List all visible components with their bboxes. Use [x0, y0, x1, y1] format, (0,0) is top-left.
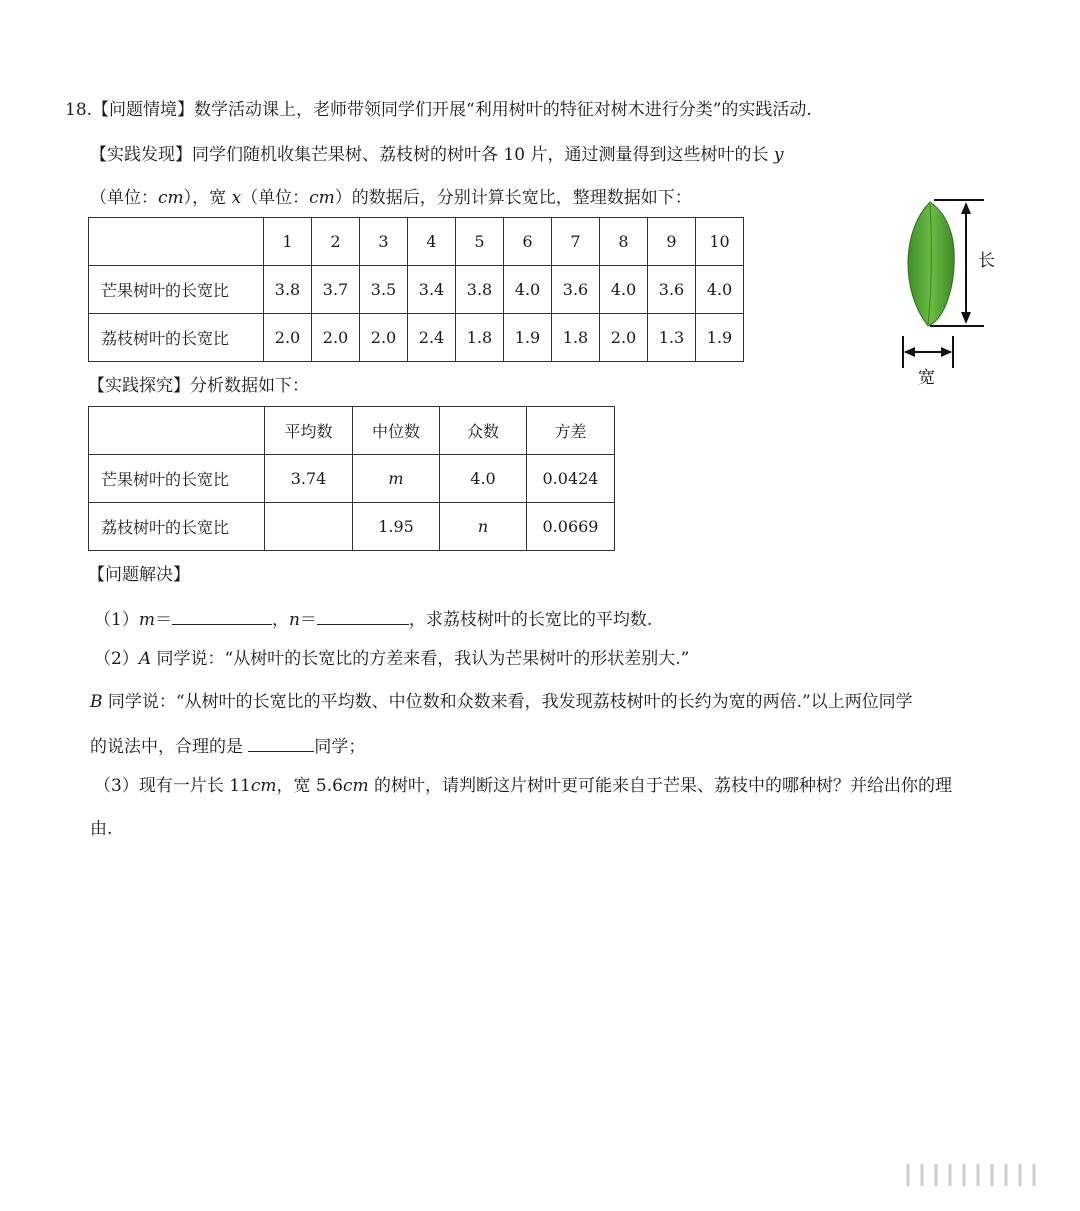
table-header-cell: 平均数 — [265, 407, 353, 455]
table-cell: 3.6 — [552, 266, 600, 314]
question-3 — [94, 774, 952, 798]
scan-artifact — [900, 1160, 1060, 1190]
table-header-cell: 中位数 — [353, 407, 440, 455]
q2-text-4: 同学； — [314, 737, 366, 757]
table-header-cell: 4 — [408, 218, 456, 266]
q3-text-d: 由. — [90, 819, 113, 839]
table-header-row — [89, 218, 744, 266]
table-cell: 0.0669 — [527, 503, 615, 551]
q1-text: ，求荔枝树叶的长宽比的平均数. — [408, 610, 653, 630]
table-header-cell: 5 — [456, 218, 504, 266]
table-cell: 0.0424 — [527, 455, 615, 503]
var-b: B — [90, 692, 103, 712]
stats-table — [88, 406, 615, 551]
table-cell: 1.8 — [456, 314, 504, 362]
table-header-cell — [89, 407, 265, 455]
answer-blank-student[interactable] — [248, 733, 314, 752]
table-cell: 3.6 — [648, 266, 696, 314]
table-cell: m — [353, 455, 440, 503]
q1-prefix: （1） — [94, 610, 139, 630]
table-cell: 3.7 — [312, 266, 360, 314]
solve-heading — [88, 563, 190, 587]
equals-sign: ＝ — [299, 610, 317, 630]
units-line — [90, 186, 692, 210]
table-header-cell: 8 — [600, 218, 648, 266]
table-cell: 3.74 — [265, 455, 353, 503]
table-cell: 1.9 — [504, 314, 552, 362]
answer-blank-n[interactable] — [317, 606, 409, 625]
table-cell: 3.8 — [264, 266, 312, 314]
table-header-cell: 2 — [312, 218, 360, 266]
table-cell: 1.3 — [648, 314, 696, 362]
question-1 — [94, 606, 652, 632]
table-cell: 2.4 — [408, 314, 456, 362]
unit-cm: cm — [309, 188, 335, 208]
question-3-line-2 — [90, 817, 112, 841]
table-cell: 3.5 — [360, 266, 408, 314]
width-label: 宽 — [918, 368, 935, 388]
length-label: 长 — [978, 251, 995, 271]
problem-intro-text: 18.【问题情境】数学活动课上，老师带领同学们开展“利用树叶的特征对树木进行分类”的实践活动. — [65, 100, 812, 120]
table-cell: 1.95 — [353, 503, 440, 551]
leaf-figure — [890, 190, 1010, 390]
units-text-a: （单位： — [90, 188, 158, 208]
table-cell: n — [440, 503, 527, 551]
table-header-cell: 方差 — [527, 407, 615, 455]
q2-text-3: 的说法中，合理的是 — [90, 737, 249, 757]
table-cell: 3.4 — [408, 266, 456, 314]
table-cell: 4.0 — [696, 266, 744, 314]
table-header-cell: 10 — [696, 218, 744, 266]
answer-blank-m[interactable] — [172, 606, 272, 625]
question-2-line-3 — [90, 733, 365, 759]
units-text-d: ）的数据后，分别计算长宽比，整理数据如下： — [334, 188, 692, 208]
table-cell: 4.0 — [600, 266, 648, 314]
table-cell — [265, 503, 353, 551]
question-2-line-2 — [90, 690, 913, 714]
table-cell: 3.8 — [456, 266, 504, 314]
table-row — [89, 455, 615, 503]
table-cell: 1.9 — [696, 314, 744, 362]
var-a: A — [138, 649, 152, 669]
table-cell: 4.0 — [504, 266, 552, 314]
table-header-cell: 7 — [552, 218, 600, 266]
table-header-cell: 9 — [648, 218, 696, 266]
q3-text-a: （3）现有一片长 11 — [94, 776, 251, 796]
table-header-cell: 6 — [504, 218, 552, 266]
table-cell: 2.0 — [360, 314, 408, 362]
solve-heading-text: 【问题解决】 — [88, 565, 190, 585]
table-cell: 2.0 — [600, 314, 648, 362]
ratio-data-table — [88, 217, 744, 362]
explore-heading-text: 【实践探究】分析数据如下： — [88, 376, 309, 396]
var-m: m — [138, 610, 155, 630]
table-header-cell: 众数 — [440, 407, 527, 455]
table-cell: 2.0 — [264, 314, 312, 362]
table-header-row — [89, 407, 615, 455]
table-cell: 2.0 — [312, 314, 360, 362]
units-text-c: （单位： — [241, 188, 310, 208]
q2-prefix: （2） — [94, 649, 139, 669]
var-n: n — [288, 610, 300, 630]
row-label: 芒果树叶的长宽比 — [89, 455, 265, 503]
row-label: 荔枝树叶的长宽比 — [89, 503, 265, 551]
table-cell: 1.8 — [552, 314, 600, 362]
unit-cm: cm — [342, 776, 369, 796]
table-header-cell: 1 — [264, 218, 312, 266]
q3-text-b: ，宽 5.6 — [276, 776, 343, 796]
table-cell: 4.0 — [440, 455, 527, 503]
explore-heading — [88, 374, 309, 398]
q2-text-1: 同学说：“从树叶的长宽比的方差来看，我认为芒果树叶的形状差别大.” — [151, 649, 690, 669]
var-y: y — [773, 145, 784, 165]
practice-discovery-text: 【实践发现】同学们随机收集芒果树、荔枝树的树叶各 10 片，通过测量得到这些树叶的长 — [90, 145, 774, 165]
practice-discovery — [90, 143, 783, 167]
unit-cm: cm — [250, 776, 277, 796]
equals-sign: ＝ — [154, 610, 172, 630]
table-header-cell: 3 — [360, 218, 408, 266]
table-header-cell — [89, 218, 264, 266]
unit-cm: cm — [158, 188, 184, 208]
var-x: x — [231, 188, 242, 208]
row-label: 荔枝树叶的长宽比 — [89, 314, 264, 362]
table-row — [89, 314, 744, 362]
table-row — [89, 266, 744, 314]
row-label: 芒果树叶的长宽比 — [89, 266, 264, 314]
q3-text-c: 的树叶，请判断这片树叶更可能来自于芒果、荔枝中的哪种树？并给出你的理 — [368, 776, 953, 796]
units-text-b: ），宽 — [183, 188, 232, 208]
comma: ， — [271, 610, 289, 630]
table-row — [89, 503, 615, 551]
question-2 — [94, 647, 689, 671]
q2-text-2: 同学说：“从树叶的长宽比的平均数、中位数和众数来看，我发现荔枝树叶的长约为宽的两倍.”以上两位同学 — [102, 692, 913, 712]
problem-intro — [65, 98, 812, 122]
